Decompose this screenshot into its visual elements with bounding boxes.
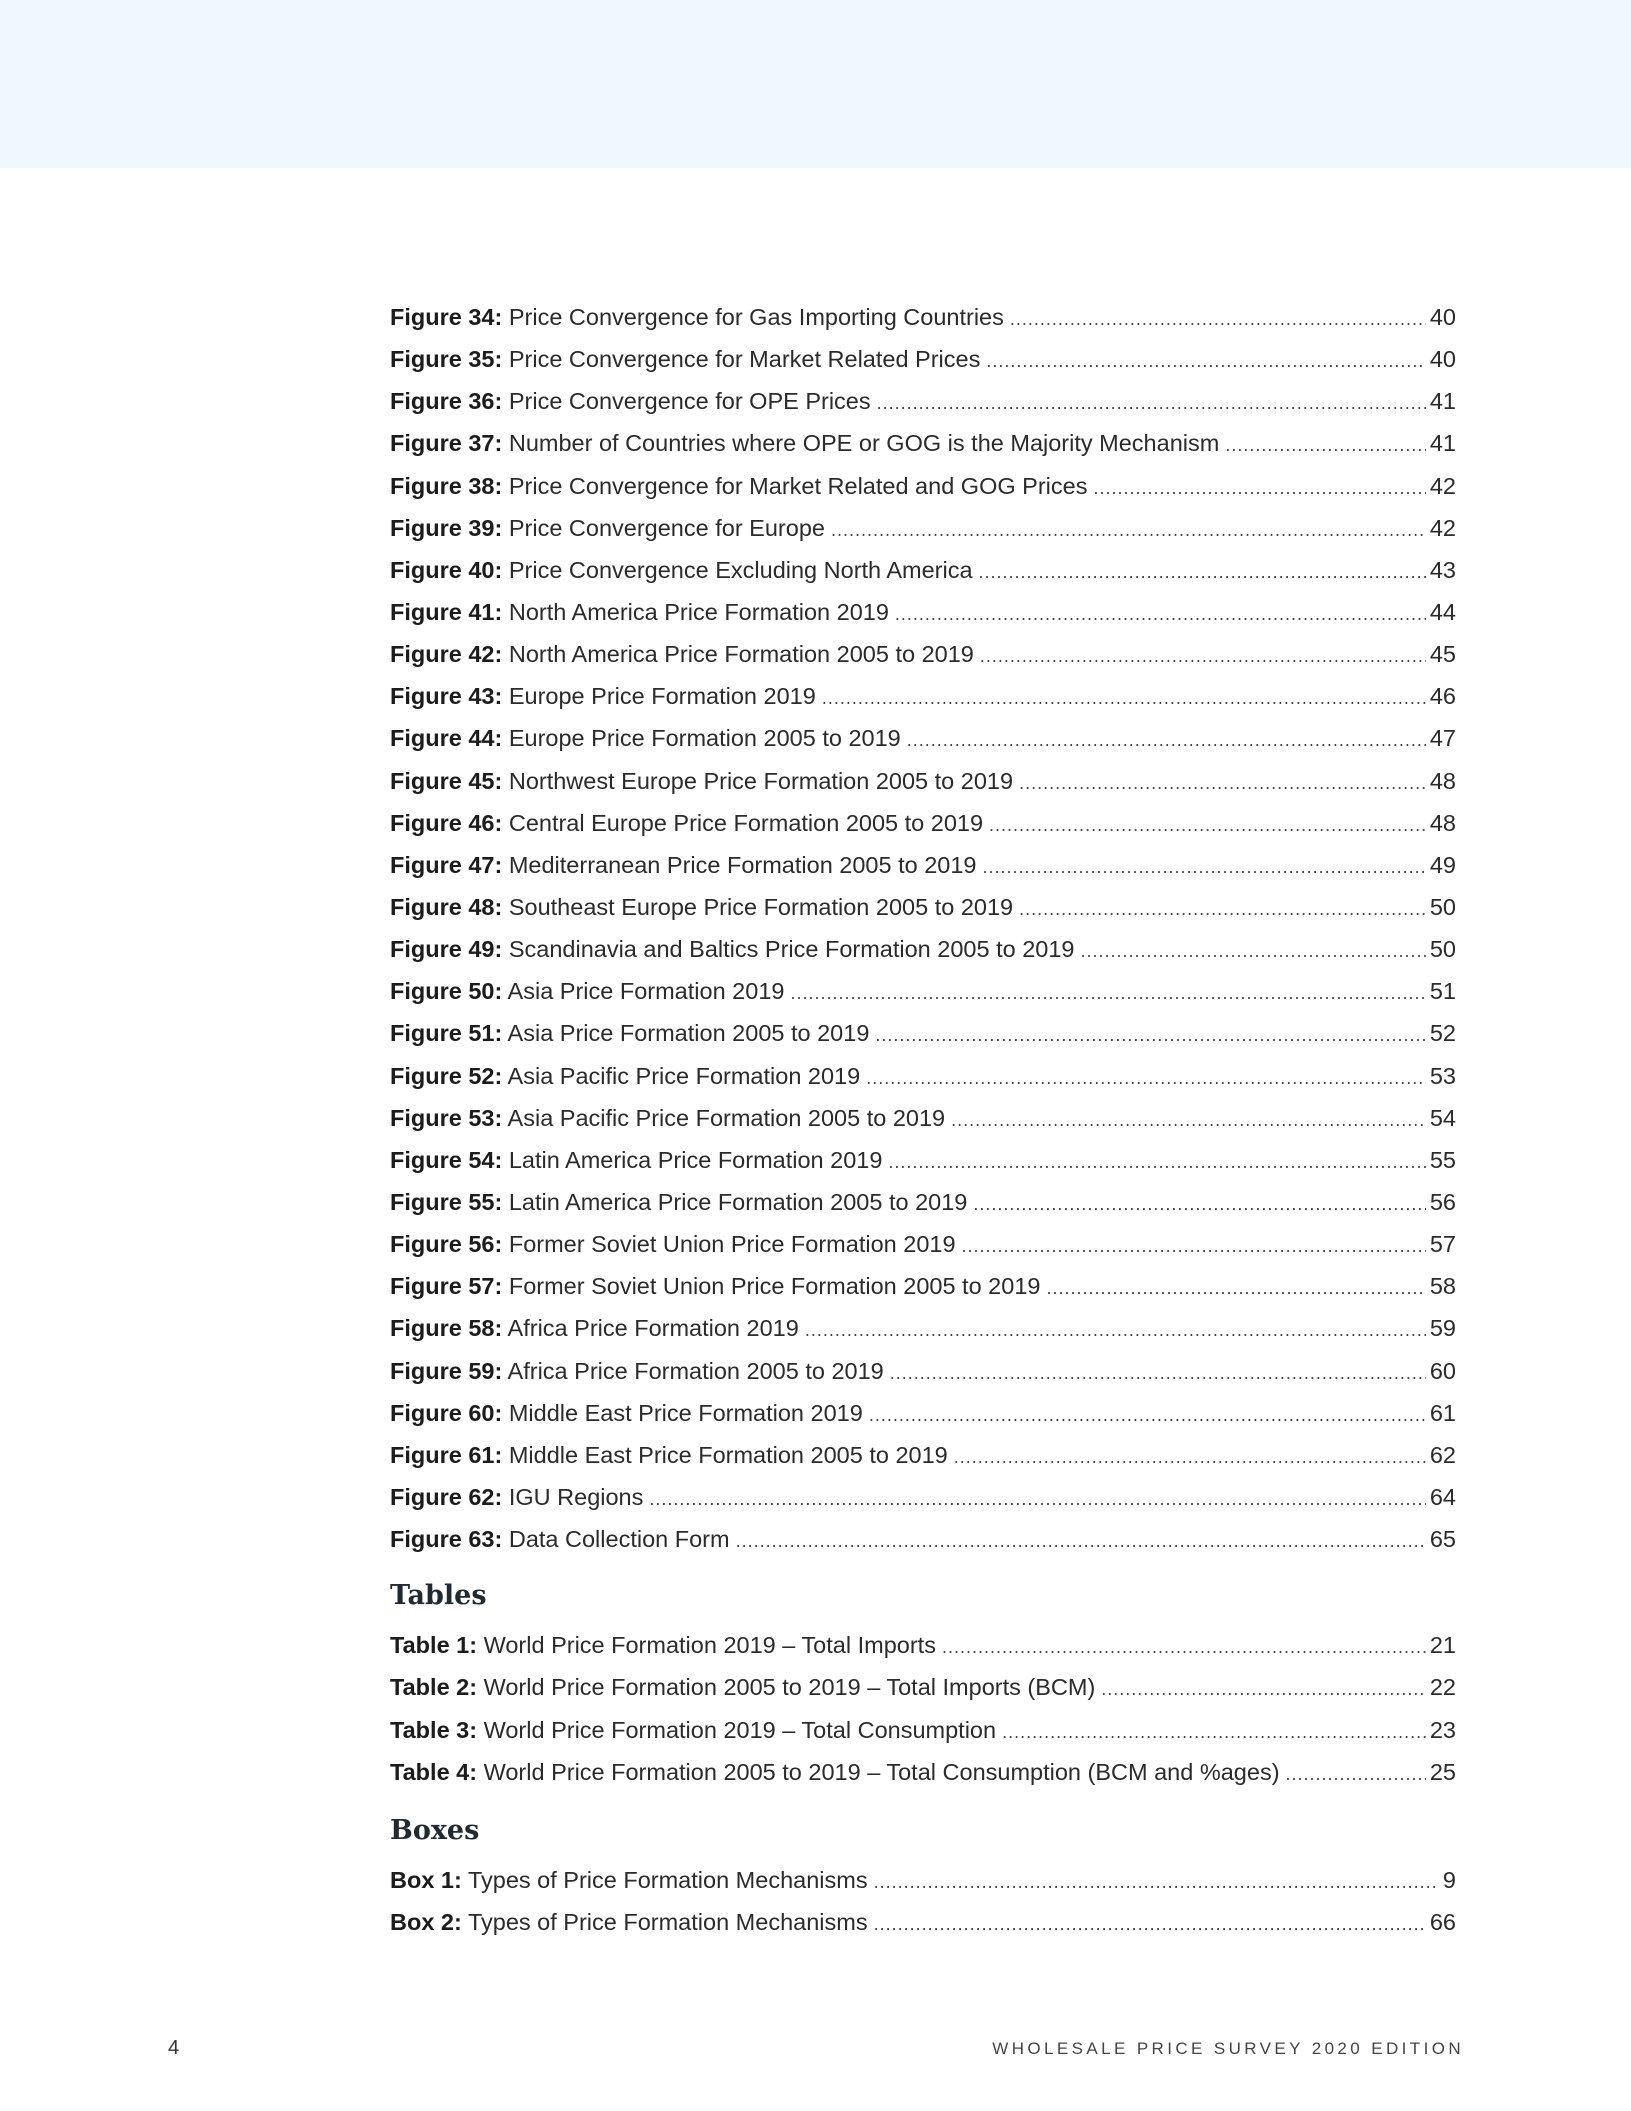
box-entry[interactable] xyxy=(390,1901,1456,1943)
entry-title: Asia Pacific Price Formation 2005 to 2019 xyxy=(507,1104,946,1131)
entry-title: North America Price Formation 2005 to 2019 xyxy=(508,641,974,668)
dot-leader xyxy=(1002,1711,1426,1753)
entry-label xyxy=(390,1181,967,1223)
entry-label xyxy=(390,1666,1095,1708)
dot-leader xyxy=(831,509,1426,551)
box-entry[interactable] xyxy=(390,1859,1456,1901)
entry-page-number: 40 xyxy=(1429,346,1456,373)
entry-label xyxy=(390,380,871,422)
entry-title: Latin America Price Formation 2019 xyxy=(508,1146,883,1173)
entry-prefix: Figure 44: xyxy=(390,725,503,752)
entry-prefix: Figure 35: xyxy=(390,346,503,373)
entry-prefix: Box 1: xyxy=(390,1866,462,1893)
figure-entry[interactable] xyxy=(390,717,1456,759)
dot-leader xyxy=(866,1057,1426,1099)
table-entry[interactable] xyxy=(390,1751,1456,1793)
dot-leader xyxy=(962,1225,1426,1267)
entry-label xyxy=(390,1476,643,1518)
entry-label xyxy=(390,591,889,633)
entry-label xyxy=(390,1307,799,1349)
entry-title: Price Convergence for Market Related Prices xyxy=(508,346,981,373)
figure-entry[interactable] xyxy=(390,1012,1456,1054)
dot-leader xyxy=(895,593,1426,635)
dot-leader xyxy=(874,1861,1439,1903)
dot-leader xyxy=(888,1141,1425,1183)
entry-label xyxy=(390,1097,945,1139)
figure-entry[interactable] xyxy=(390,1434,1456,1476)
entry-label xyxy=(390,465,1087,507)
entry-label xyxy=(390,296,1004,338)
table-entry[interactable] xyxy=(390,1709,1456,1751)
table-entry[interactable] xyxy=(390,1624,1456,1666)
entry-page-number: 48 xyxy=(1429,809,1456,836)
figure-entry[interactable] xyxy=(390,633,1456,675)
entry-page-number: 47 xyxy=(1429,725,1456,752)
entry-label xyxy=(390,1055,860,1097)
dot-leader xyxy=(951,1099,1426,1141)
entry-title: Price Convergence for OPE Prices xyxy=(508,388,871,415)
dot-leader xyxy=(983,846,1426,888)
entry-label xyxy=(390,1139,882,1181)
entry-prefix: Figure 39: xyxy=(390,514,503,541)
entry-page-number: 62 xyxy=(1429,1441,1456,1468)
entry-title: Price Convergence Excluding North America xyxy=(508,556,973,583)
entry-title: Central Europe Price Formation 2005 to 2019 xyxy=(508,809,984,836)
entry-page-number: 52 xyxy=(1429,1020,1456,1047)
figure-entry[interactable] xyxy=(390,380,1456,422)
entry-title: World Price Formation 2005 to 2019 – Total Consumption (BCM and %ages) xyxy=(483,1758,1280,1785)
dot-leader xyxy=(805,1309,1426,1351)
entry-prefix: Table 1: xyxy=(390,1632,478,1659)
publication-title: WHOLESALE PRICE SURVEY 2020 EDITION xyxy=(992,2039,1464,2058)
page-number: 4 xyxy=(168,2037,180,2059)
entry-label xyxy=(390,675,816,717)
figure-entry[interactable] xyxy=(390,675,1456,717)
entry-title: Mediterranean Price Formation 2005 to 2019 xyxy=(508,851,977,878)
entry-label xyxy=(390,1350,884,1392)
entry-page-number: 9 xyxy=(1442,1866,1456,1893)
entry-title: Data Collection Form xyxy=(508,1526,730,1553)
dot-leader xyxy=(942,1626,1426,1668)
entry-prefix: Figure 40: xyxy=(390,556,503,583)
entry-prefix: Figure 50: xyxy=(390,978,503,1005)
dot-leader xyxy=(736,1520,1426,1562)
dot-leader xyxy=(874,1903,1426,1945)
figure-entry[interactable] xyxy=(390,802,1456,844)
dot-leader xyxy=(869,1394,1426,1436)
entry-title: Former Soviet Union Price Formation 2019 xyxy=(508,1231,956,1258)
boxes-heading: Boxes xyxy=(390,1814,480,1846)
entry-label xyxy=(390,1751,1280,1793)
entry-prefix: Figure 49: xyxy=(390,936,503,963)
entry-prefix: Figure 48: xyxy=(390,893,503,920)
entry-page-number: 21 xyxy=(1429,1632,1456,1659)
boxes-list xyxy=(390,1859,1456,1943)
figure-entry[interactable] xyxy=(390,465,1456,507)
entry-title: Africa Price Formation 2019 xyxy=(507,1315,799,1342)
entry-label xyxy=(390,928,1075,970)
entry-label xyxy=(390,1859,868,1901)
entry-label xyxy=(390,844,977,886)
entry-label xyxy=(390,1434,948,1476)
entry-prefix: Figure 46: xyxy=(390,809,503,836)
entry-title: Price Convergence for Market Related and GOG Prices xyxy=(508,472,1088,499)
figure-entry[interactable] xyxy=(390,928,1456,970)
entry-title: World Price Formation 2019 – Total Imports xyxy=(483,1632,936,1659)
entry-prefix: Figure 60: xyxy=(390,1399,503,1426)
entry-page-number: 25 xyxy=(1429,1758,1456,1785)
figure-entry[interactable] xyxy=(390,1350,1456,1392)
entry-prefix: Figure 45: xyxy=(390,767,503,794)
dot-leader xyxy=(822,677,1426,719)
entry-title: Southeast Europe Price Formation 2005 to 2019 xyxy=(508,893,1014,920)
entry-page-number: 66 xyxy=(1429,1908,1456,1935)
entry-page-number: 54 xyxy=(1429,1104,1456,1131)
entry-label xyxy=(390,338,980,380)
dot-leader xyxy=(907,719,1426,761)
entry-prefix: Figure 61: xyxy=(390,1441,503,1468)
entry-page-number: 59 xyxy=(1429,1315,1456,1342)
entry-label xyxy=(390,422,1219,464)
header-band xyxy=(0,0,1631,168)
entry-page-number: 41 xyxy=(1429,430,1456,457)
entry-title: Types of Price Formation Mechanisms xyxy=(467,1866,868,1893)
entry-title: World Price Formation 2005 to 2019 – Total Imports (BCM) xyxy=(483,1674,1096,1701)
dot-leader xyxy=(973,1183,1426,1225)
entry-prefix: Figure 52: xyxy=(390,1062,503,1089)
entry-title: Former Soviet Union Price Formation 2005 to 2019 xyxy=(508,1273,1041,1300)
figures-list xyxy=(390,296,1456,1560)
figure-entry[interactable] xyxy=(390,591,1456,633)
entry-prefix: Figure 34: xyxy=(390,304,503,330)
entry-label xyxy=(390,717,901,759)
entry-page-number: 50 xyxy=(1429,936,1456,963)
entry-page-number: 60 xyxy=(1429,1357,1456,1384)
dot-leader xyxy=(1225,424,1426,466)
figure-entry[interactable] xyxy=(390,1476,1456,1518)
entry-prefix: Figure 42: xyxy=(390,641,503,668)
figure-entry[interactable] xyxy=(390,549,1456,591)
entry-title: Price Convergence for Gas Importing Countries xyxy=(508,304,1004,330)
entry-page-number: 42 xyxy=(1429,472,1456,499)
entry-label xyxy=(390,1392,863,1434)
entry-page-number: 23 xyxy=(1429,1716,1456,1743)
entry-prefix: Table 3: xyxy=(390,1716,478,1743)
dot-leader xyxy=(877,382,1426,424)
entry-page-number: 43 xyxy=(1429,556,1456,583)
entry-title: Middle East Price Formation 2005 to 2019 xyxy=(508,1441,948,1468)
figure-entry[interactable] xyxy=(390,507,1456,549)
entry-prefix: Figure 54: xyxy=(390,1146,503,1173)
entry-title: Europe Price Formation 2019 xyxy=(508,683,816,710)
entry-label xyxy=(390,1518,730,1560)
figure-entry[interactable] xyxy=(390,1055,1456,1097)
entry-prefix: Figure 56: xyxy=(390,1231,503,1258)
table-of-contents xyxy=(390,296,1456,1943)
entry-prefix: Figure 62: xyxy=(390,1483,503,1510)
dot-leader xyxy=(1081,930,1426,972)
entry-title: Europe Price Formation 2005 to 2019 xyxy=(508,725,901,752)
entry-page-number: 56 xyxy=(1429,1188,1456,1215)
entry-page-number: 44 xyxy=(1429,598,1456,625)
figure-entry[interactable] xyxy=(390,886,1456,928)
entry-label xyxy=(390,1709,996,1751)
figure-entry[interactable] xyxy=(390,1265,1456,1307)
figure-entry[interactable] xyxy=(390,296,1456,338)
entry-prefix: Figure 41: xyxy=(390,598,503,625)
entry-prefix: Figure 57: xyxy=(390,1273,503,1300)
entry-page-number: 40 xyxy=(1429,304,1456,330)
figure-entry[interactable] xyxy=(390,844,1456,886)
entry-title: Northwest Europe Price Formation 2005 to 2019 xyxy=(508,767,1014,794)
dot-leader xyxy=(1019,762,1426,804)
entry-label xyxy=(390,760,1013,802)
entry-label xyxy=(390,1223,956,1265)
entry-prefix: Figure 43: xyxy=(390,683,503,710)
entry-prefix: Table 2: xyxy=(390,1674,478,1701)
entry-page-number: 49 xyxy=(1429,851,1456,878)
entry-title: Asia Pacific Price Formation 2019 xyxy=(507,1062,861,1089)
entry-title: Latin America Price Formation 2005 to 2019 xyxy=(508,1188,968,1215)
figure-entry[interactable] xyxy=(390,1307,1456,1349)
dot-leader xyxy=(979,551,1426,593)
entry-label xyxy=(390,1624,936,1666)
entry-prefix: Box 2: xyxy=(390,1908,462,1935)
dot-leader xyxy=(954,1436,1426,1478)
table-entry[interactable] xyxy=(390,1666,1456,1708)
entry-page-number: 61 xyxy=(1429,1399,1456,1426)
dot-leader xyxy=(875,1014,1425,1056)
entry-title: Asia Price Formation 2005 to 2019 xyxy=(507,1020,870,1047)
dot-leader xyxy=(890,1352,1426,1394)
dot-leader xyxy=(1010,298,1426,340)
entry-title: Africa Price Formation 2005 to 2019 xyxy=(507,1357,884,1384)
dot-leader xyxy=(986,340,1426,382)
entry-label xyxy=(390,970,784,1012)
entry-page-number: 45 xyxy=(1429,641,1456,668)
entry-page-number: 53 xyxy=(1429,1062,1456,1089)
entry-prefix: Figure 59: xyxy=(390,1357,503,1384)
entry-title: Middle East Price Formation 2019 xyxy=(508,1399,863,1426)
entry-page-number: 64 xyxy=(1429,1483,1456,1510)
entry-page-number: 22 xyxy=(1429,1674,1456,1701)
figure-entry[interactable] xyxy=(390,422,1456,464)
entry-page-number: 58 xyxy=(1429,1273,1456,1300)
entry-label xyxy=(390,1012,869,1054)
dot-leader xyxy=(790,972,1425,1014)
dot-leader xyxy=(649,1478,1425,1520)
entry-title: Scandinavia and Baltics Price Formation 2005 to 2019 xyxy=(508,936,1075,963)
entry-prefix: Figure 55: xyxy=(390,1188,503,1215)
dot-leader xyxy=(1046,1267,1425,1309)
entry-prefix: Figure 51: xyxy=(390,1020,503,1047)
figure-entry[interactable] xyxy=(390,970,1456,1012)
entry-prefix: Figure 58: xyxy=(390,1315,503,1342)
entry-page-number: 46 xyxy=(1429,683,1456,710)
figure-entry[interactable] xyxy=(390,1097,1456,1139)
figure-entry[interactable] xyxy=(390,338,1456,380)
entry-title: IGU Regions xyxy=(508,1483,644,1510)
entry-page-number: 57 xyxy=(1429,1231,1456,1258)
entry-title: Asia Price Formation 2019 xyxy=(507,978,785,1005)
tables-list xyxy=(390,1624,1456,1793)
entry-page-number: 41 xyxy=(1429,388,1456,415)
dot-leader xyxy=(1286,1753,1426,1795)
entry-title: Price Convergence for Europe xyxy=(508,514,825,541)
figure-entry[interactable] xyxy=(390,760,1456,802)
entry-page-number: 48 xyxy=(1429,767,1456,794)
dot-leader xyxy=(1019,888,1426,930)
entry-page-number: 55 xyxy=(1429,1146,1456,1173)
figure-entry[interactable] xyxy=(390,1518,1456,1560)
entry-prefix: Figure 53: xyxy=(390,1104,503,1131)
entry-title: World Price Formation 2019 – Total Consumption xyxy=(483,1716,997,1743)
entry-page-number: 51 xyxy=(1429,978,1456,1005)
figure-entry[interactable] xyxy=(390,1392,1456,1434)
entry-title: North America Price Formation 2019 xyxy=(508,598,889,625)
dot-leader xyxy=(1101,1668,1426,1710)
dot-leader xyxy=(980,635,1426,677)
figure-entry[interactable] xyxy=(390,1139,1456,1181)
figure-entry[interactable] xyxy=(390,1181,1456,1223)
entry-prefix: Figure 38: xyxy=(390,472,503,499)
entry-prefix: Figure 47: xyxy=(390,851,503,878)
entry-title: Number of Countries where OPE or GOG is the Majority Mechanism xyxy=(508,430,1220,457)
entry-prefix: Figure 63: xyxy=(390,1526,503,1553)
entry-prefix: Figure 37: xyxy=(390,430,503,457)
entry-label xyxy=(390,549,973,591)
tables-heading: Tables xyxy=(390,1580,487,1612)
entry-label xyxy=(390,1265,1040,1307)
entry-prefix: Figure 36: xyxy=(390,388,503,415)
entry-label xyxy=(390,802,983,844)
dot-leader xyxy=(1093,467,1425,509)
entry-label xyxy=(390,507,825,549)
entry-page-number: 42 xyxy=(1429,514,1456,541)
entry-title: Types of Price Formation Mechanisms xyxy=(467,1908,868,1935)
entry-page-number: 65 xyxy=(1429,1526,1456,1553)
entry-label xyxy=(390,1901,868,1943)
figure-entry[interactable] xyxy=(390,1223,1456,1265)
entry-page-number: 50 xyxy=(1429,893,1456,920)
entry-prefix: Table 4: xyxy=(390,1758,478,1785)
dot-leader xyxy=(989,804,1426,846)
entry-label xyxy=(390,886,1013,928)
entry-label xyxy=(390,633,974,675)
